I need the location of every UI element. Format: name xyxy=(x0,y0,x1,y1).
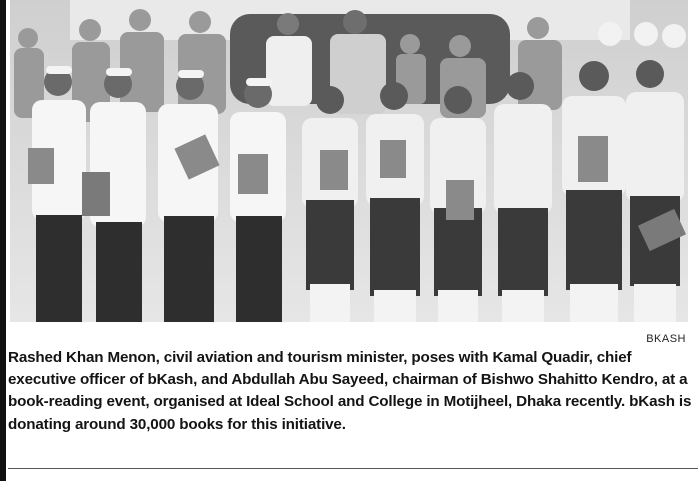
photo-caption: Rashed Khan Menon, civil aviation and tourism minister, poses with Kamal Quadir, chief executive officer of bKash, and Abdullah Abu Sayeed, chairman of Bishwo Shahitto Kendro, at a book-reading event, organised at Ideal School and College in Motijheel, Dhaka recently. bKash is donating around 30,000 books for this initiative. xyxy=(8,349,692,433)
news-photo xyxy=(10,0,688,322)
bottom-divider xyxy=(8,468,698,469)
photo-credit: BKASH xyxy=(646,333,686,345)
photo-illustration xyxy=(10,0,688,322)
left-margin-rule xyxy=(0,0,6,481)
